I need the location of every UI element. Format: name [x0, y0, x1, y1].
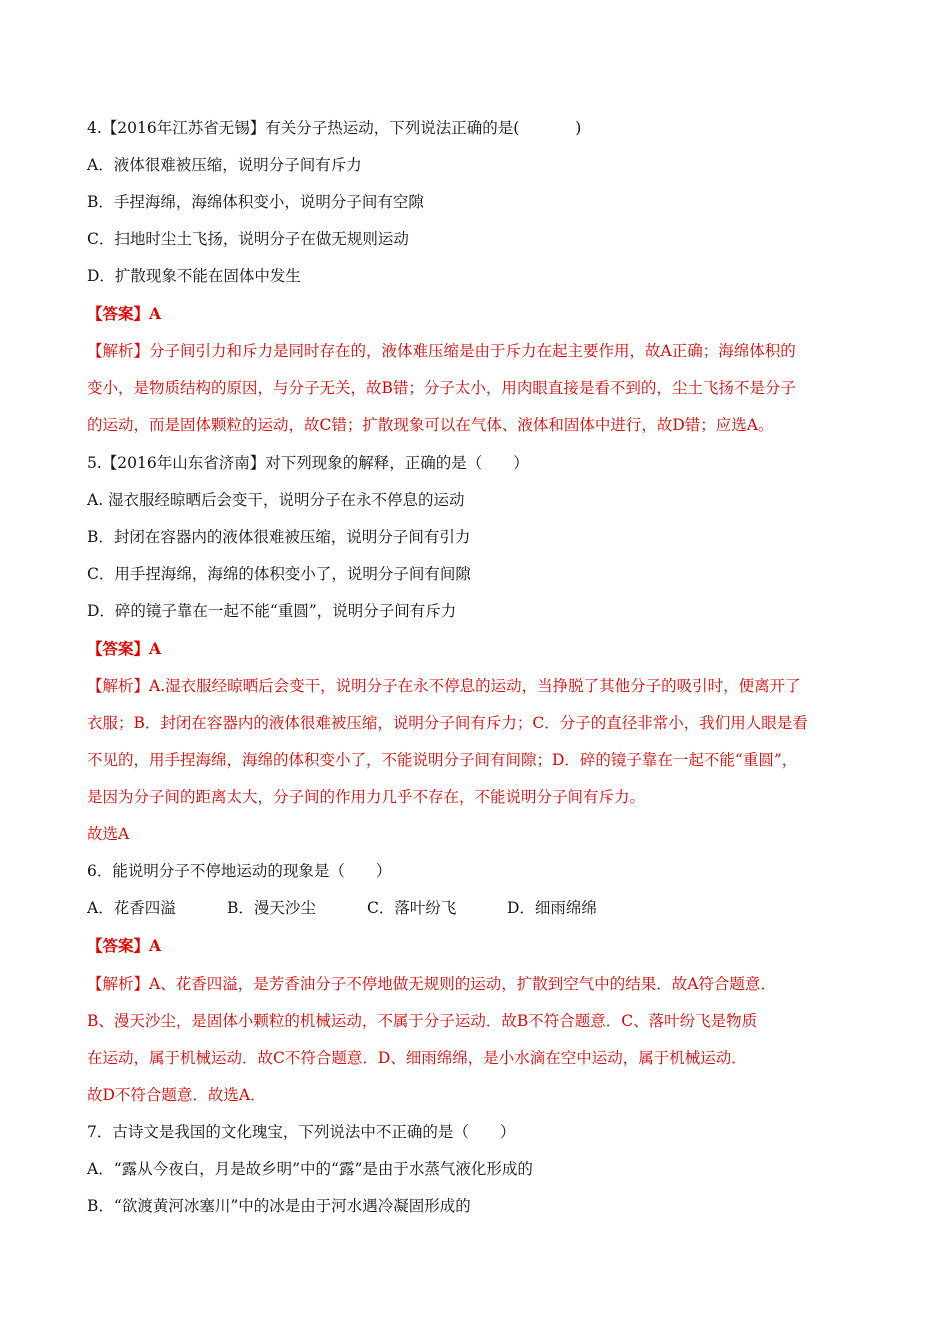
question-7-option-b: B．“欲渡黄河冰塞川”中的冰是由于河水遇冷凝固形成的	[87, 1197, 471, 1215]
question-6-analysis-line: 在运动，属于机械运动．故C不符合题意．D、细雨绵绵，是小水滴在空中运动，属于机械运动．	[87, 1049, 747, 1067]
question-4-option-c: C．扫地时尘土飞扬，说明分子在做无规则运动	[87, 230, 409, 248]
question-5-analysis-line: 不见的，用手捏海绵，海绵的体积变小了，不能说明分子间有间隙；D．碎的镜子靠在一起不能“重圆”，	[87, 751, 798, 769]
question-5-analysis-line: 是因为分子间的距离太大，分子间的作用力几乎不存在，不能说明分子间有斥力。	[87, 788, 646, 806]
question-5-answer: 【答案】A	[87, 639, 162, 658]
question-5-analysis-line: 【解析】A.湿衣服经晾晒后会变干，说明分子在永不停息的运动，当挣脱了其他分子的吸引时，便离开了	[87, 677, 801, 695]
question-6-analysis-line: 【解析】A、花香四溢，是芳香油分子不停地做无规则的运动，扩散到空气中的结果．故A符合题意．	[87, 975, 776, 993]
question-4-option-b: B．手捏海绵，海绵体积变小，说明分子间有空隙	[87, 193, 424, 211]
question-4-analysis-line: 【解析】分子间引力和斥力是同时存在的，液体难压缩是由于斥力在起主要作用，故A正确；海绵体积的	[87, 342, 796, 360]
question-6-option-a: A．花香四溢	[87, 899, 176, 917]
question-6-analysis-line: 故D不符合题意．故选A．	[87, 1086, 266, 1104]
question-6-option-b: B．漫天沙尘	[227, 899, 316, 917]
question-4-stem: 4.【2016年江苏省无锡】有关分子热运动，下列说法正确的是( )	[87, 119, 582, 137]
question-6-option-c: C．落叶纷飞	[367, 899, 457, 917]
question-6-stem: 6．能说明分子不停地运动的现象是（ ）	[87, 862, 392, 880]
question-5-option-a: A. 湿衣服经晾晒后会变干，说明分子在永不停息的运动	[87, 491, 465, 509]
question-7-option-a: A．“露从今夜白，月是故乡明”中的“露”是由于水蒸气液化形成的	[87, 1160, 533, 1178]
question-7-stem: 7．古诗文是我国的文化瑰宝，下列说法中不正确的是（ ）	[87, 1123, 516, 1141]
question-5-stem: 5.【2016年山东省济南】对下列现象的解释，正确的是（ ）	[87, 454, 529, 472]
question-4-option-d: D．扩散现象不能在固体中发生	[87, 267, 301, 285]
question-5-conclusion: 故选A	[87, 825, 130, 843]
question-6-option-d: D．细雨绵绵	[507, 899, 597, 917]
question-5-option-c: C．用手捏海绵，海绵的体积变小了，说明分子间有间隙	[87, 565, 471, 583]
question-5-option-d: D．碎的镜子靠在一起不能“重圆”，说明分子间有斥力	[87, 602, 457, 620]
question-6-analysis-line: B、漫天沙尘，是固体小颗粒的机械运动，不属于分子运动．故B不符合题意．C、落叶纷飞是物质	[87, 1012, 758, 1030]
question-6-options	[87, 898, 647, 918]
question-6-answer: 【答案】A	[87, 936, 162, 955]
question-5-option-b: B．封闭在容器内的液体很难被压缩，说明分子间有引力	[87, 528, 471, 546]
question-5-analysis-line: 衣服；B．封闭在容器内的液体很难被压缩，说明分子间有斥力；C．分子的直径非常小，我们用人眼是看	[87, 714, 808, 732]
question-4-answer: 【答案】A	[87, 304, 162, 323]
question-4-analysis-line: 的运动，而是固体颗粒的运动，故C错；扩散现象可以在气体、液体和固体中进行，故D错；应选A。	[87, 416, 774, 434]
question-4-analysis-line: 变小，是物质结构的原因，与分子无关，故B错；分子太小，用肉眼直接是看不到的，尘土飞扬不是分子	[87, 379, 796, 397]
question-4-option-a: A．液体很难被压缩，说明分子间有斥力	[87, 156, 362, 174]
